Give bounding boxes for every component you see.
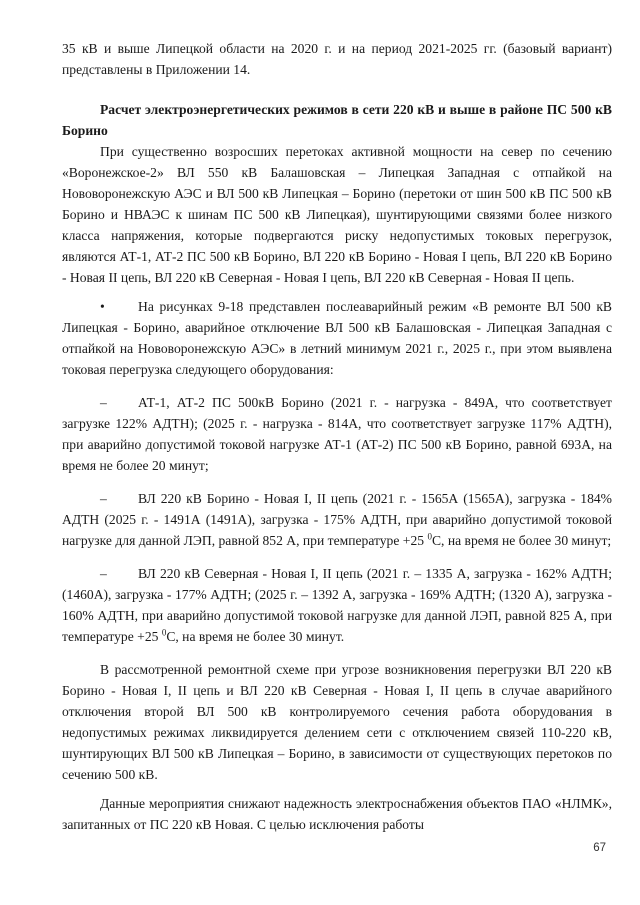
dash-text: ВЛ 220 кВ Северная - Новая I, II цепь (2021 г. – 1335 А, загрузка - 162% АДТН; (1460А), загрузка - 177% АДТН; (2025 г. – 1392 А, загрузка - 169% АДТН; (1320 А), загрузка - 160% АДТН, при аварийно допустимой токовой нагрузке для данной ЛЭП, равной 825 А, при температуре +25: [62, 566, 612, 644]
paragraph-cross-sections: При существенно возросших перетоках активной мощности на север по сечению «Воронежское-2» ВЛ 550 кВ Балашовская – Липецкая Западная с отпайкой на Нововоронежскую АЭС и ВЛ 500 кВ Липецкая – Борино (перетоки от шин 500 кВ ПС 500 кВ Борино и НВАЭС к шинам ПС 500 кВ Липецкая), шунтирующими связями более низкого класса напряжения, которые подвергаются риску недопустимых токовых перегрузок, являются АТ-1, АТ-2 ПС 500 кВ Борино, ВЛ 220 кВ Борино - Новая I цепь, ВЛ 220 кВ Борино - Новая II цепь, ВЛ 220 кВ Северная - Новая I цепь, ВЛ 220 кВ Северная - Новая II цепь.: [62, 144, 612, 285]
paragraph-measures: Данные мероприятия снижают надежность электроснабжения объектов ПАО «НЛМК», запитанных от ПС 220 кВ Новая. С целью исключения работы: [62, 796, 612, 832]
bullet-item: [62, 296, 612, 380]
dash-text: ВЛ 220 кВ Борино - Новая I, II цепь (2021 г. - 1565А (1565А), загрузка - 184% АДТН (2025 г. - 1491А (1491А), загрузка - 175% АДТН, при аварийно допустимой токовой нагрузке для данной ЛЭП, равной 852 А, при температуре +25: [62, 491, 612, 548]
dash-text-end: С, на время не более 30 минут.: [166, 629, 345, 644]
section-heading: Расчет электроэнергетических режимов в сети 220 кВ и выше в районе ПС 500 кВ Борино: [62, 102, 612, 138]
degree-superscript: 0: [427, 531, 432, 542]
dash-item-borino-line: [62, 488, 612, 551]
page-number: 67: [593, 842, 606, 854]
dash-item-severnaya-line: [62, 563, 612, 647]
paragraph-repair-scheme: В рассмотренной ремонтной схеме при угрозе возникновения перегрузки ВЛ 220 кВ Борино - Новая I, II цепь и ВЛ 220 кВ Северная - Новая I, II цепь в случае аварийного отключения второй ВЛ 500 кВ контролируемого сечения работа оборудования в недопустимых режимах ликвидируется делением сети с отключением связей 110-220 кВ, шунтирующих ВЛ 500 кВ Липецкая – Борино, в зависимости от существующих перетоков по сечению 500 кВ.: [62, 662, 612, 782]
dash-text-end: С, на время не более 30 минут;: [431, 533, 612, 548]
dash-item-transformers: [62, 392, 612, 476]
degree-superscript: 0: [161, 627, 167, 638]
dash-marker: –: [100, 395, 107, 410]
intro-paragraph: 35 кВ и выше Липецкой области на 2020 г. и на период 2021-2025 гг. (базовый вариант) представлены в Приложении 14.: [62, 41, 612, 77]
bullet-text: На рисунках 9-18 представлен послеаварийный режим «В ремонте ВЛ 500 кВ Липецкая - Борино, аварийное отключение ВЛ 500 кВ Балашовская - Липецкая Западная с отпайкой на Нововоронежскую АЭС» в летний минимум 2021 г., 2025 г., при этом выявлена токовая перегрузка следующего оборудования:: [62, 299, 612, 377]
document-page: [62, 38, 612, 835]
dash-marker: –: [100, 566, 107, 581]
bullet-marker: •: [100, 299, 105, 314]
dash-marker: –: [100, 491, 107, 506]
dash-text: АТ-1, АТ-2 ПС 500кВ Борино (2021 г. - нагрузка - 849А, что соответствует загрузке 122% АДТН); (2025 г. - нагрузка - 814А, что соответствует загрузке 117% АДТН), при аварийно допустимой токовой нагрузке АТ-1 (АТ-2) ПС 500 кВ Борино, равной 693А, на время не более 20 минут;: [62, 395, 612, 473]
